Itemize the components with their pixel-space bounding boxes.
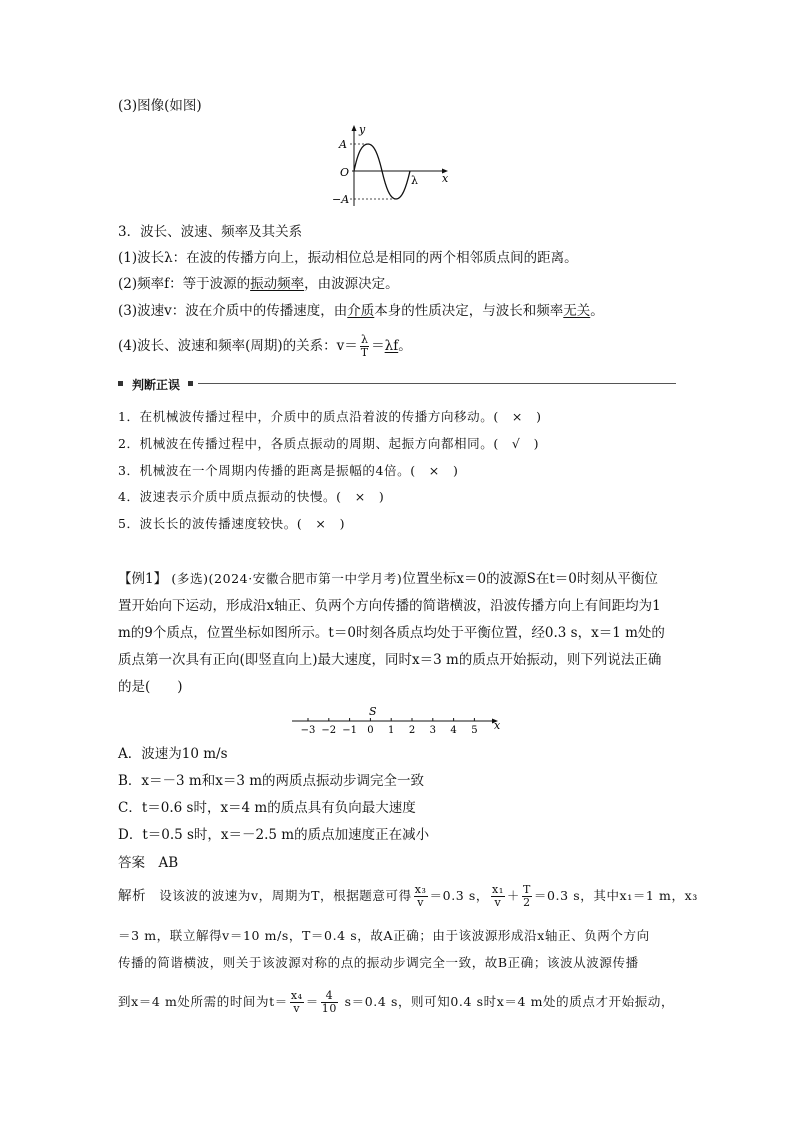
axis-tick-label: 1 — [388, 725, 395, 736]
example-line: 置开始向下运动，形成沿x轴正、负两个方向传播的简谐横波，沿波传播方向上有间距均为1 — [118, 598, 661, 614]
neg-amplitude-label: −A — [332, 193, 350, 206]
option-c: C．t＝0.6 s时，x＝4 m的质点具有负向最大速度 — [118, 800, 416, 816]
wavelength-definition: (1)波长λ：在波的传播方向上，振动相位总是相同的两个相邻质点间的距离。 — [118, 250, 578, 266]
y-axis-label: y — [359, 123, 366, 136]
wave-speed-definition: (3)波速v：波在介质中的传播速度，由介质本身的性质决定，与波长和频率无关。 — [118, 303, 604, 319]
section-divider — [198, 383, 676, 384]
answer-label: 答案 — [118, 855, 145, 871]
axis-tick-label: 4 — [450, 725, 457, 736]
axis-tick-label: 5 — [471, 725, 478, 736]
answer-value: AB — [158, 855, 179, 871]
example-line: 的是( ) — [118, 679, 183, 695]
axis-tick-label: 0 — [367, 725, 374, 736]
relation-formula: (4)波长、波速和频率(周期)的关系：v＝ $\frac{\lambda}{T}$ ＝λf。 — [118, 333, 412, 359]
position-axis — [290, 702, 506, 738]
judge-item: 2．机械波在传播过程中，各质点振动的周期、起振方向都相同。( √ ) — [118, 436, 540, 451]
judge-section-header — [118, 376, 676, 392]
source-label: S — [369, 705, 377, 718]
axis-tick-label: −2 — [321, 725, 337, 736]
example-tag: 【例1】 — [118, 571, 168, 587]
option-d: D．t＝0.5 s时，x＝－2.5 m的质点加速度正在减小 — [118, 827, 430, 843]
lambda-label: λ — [411, 174, 418, 187]
option-a: A．波速为10 m/s — [118, 746, 228, 762]
judge-item: 5．波长长的波传播速度较快。( × ) — [118, 516, 346, 531]
judge-item: 1．在机械波传播过程中，介质中的质点沿着波的传播方向移动。( × ) — [118, 409, 542, 424]
figure-caption: (3)图像(如图) — [118, 98, 202, 114]
axis-tick-label: 2 — [408, 725, 416, 736]
example-line: 【例1】 (多选)(2024·安徽合肥市第一中学月考)位置坐标x＝0的波源S在t＝0时刻从平衡位 — [118, 571, 658, 587]
analysis-line: ＝3 m，联立解得v＝10 m/s，T＝0.4 s，故A正确；由于该波源形成沿x轴正、负两个方向 — [118, 928, 650, 943]
axis-x-label: x — [494, 719, 501, 732]
judge-item: 3．机械波在一个周期内传播的距离是振幅的4倍。( × ) — [118, 463, 459, 478]
example-line: 质点第一次具有正向(即竖直向上)最大速度，同时x＝3 m的质点开始振动，则下列说法正确 — [118, 652, 662, 668]
analysis-label: 解析 — [118, 888, 147, 904]
frequency-definition: (2)频率f：等于波源的振动频率，由波源决定。 — [118, 276, 399, 292]
origin-label: O — [340, 166, 350, 179]
example-line: m的9个质点，位置坐标如图所示。t＝0时刻各质点均处于平衡位置，经0.3 s，x＝1 m处的 — [118, 625, 665, 641]
judge-section-title: 判断正误 — [132, 378, 181, 392]
amplitude-label: A — [339, 138, 347, 151]
axis-tick-label: −3 — [300, 725, 316, 736]
bullet-square — [188, 381, 193, 386]
judge-item: 4．波速表示介质中质点振动的快慢。( × ) — [118, 489, 385, 504]
answer-line — [118, 853, 178, 873]
section-heading: 3．波长、波速、频率及其关系 — [118, 224, 303, 240]
analysis-line: 传播的简谐横波，则关于该波源对称的点的振动步调完全一致，故B正确；该波从波源传播 — [118, 955, 639, 970]
axis-tick-label: −1 — [342, 725, 357, 736]
option-b: B．x＝－3 m和x＝3 m的两质点振动步调完全一致 — [118, 773, 425, 789]
x-axis-label: x — [442, 172, 449, 185]
axis-tick-label: 3 — [429, 725, 436, 736]
analysis-line: 解析 设该波的波速为v，周期为T，根据题意可得 $\frac{\text{x₃}}{v}$ ＝0.3 s， $\frac{\text{x₁}}{v}$ ＋ $\frac{T}{2}$ ＝0.3 s，其中x₁＝1 m，x₃ — [118, 883, 698, 909]
bullet-square — [118, 381, 123, 386]
wave-graph — [332, 122, 458, 212]
analysis-line: 到x＝4 m处所需的时间为t＝ $\frac{\text{x₄}}{v}$ ＝ $\frac{4}{10}$ s＝0.4 s，则可知0.4 s时x＝4 m处的质点才开始振动， — [118, 989, 675, 1015]
